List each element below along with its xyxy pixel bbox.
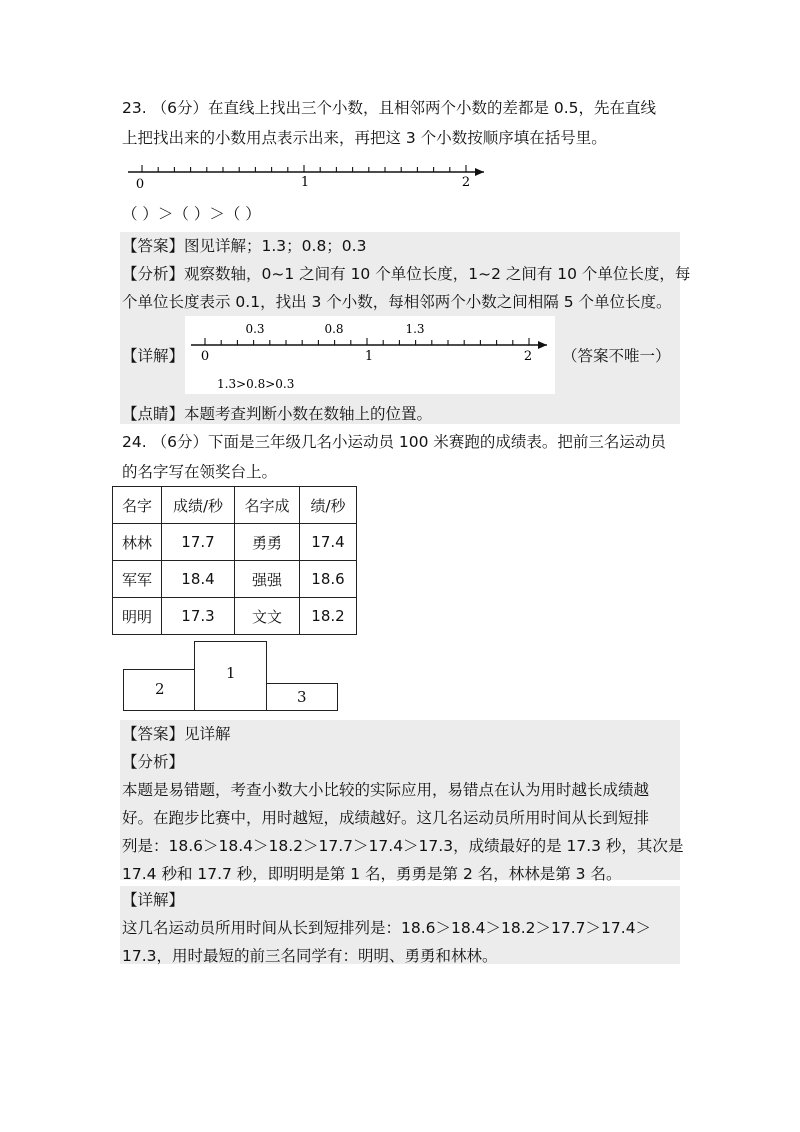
q23-point: 【点睛】本题考查判断小数在数轴上的位置。 [122,405,433,423]
table-cell: 18.4 [162,561,235,598]
q24-analysis-head: 【分析】 [122,753,185,771]
q23-answer: 【答案】图见详解；1.3；0.8；0.3 [122,237,367,255]
q24-analysis-4: 17.4 秒和 17.7 秒，即明明是第 1 名，勇勇是第 2 名，林林是第 3 名。 [122,865,622,883]
q24-detail-1: 这几名运动员所用时间从长到短排列是：18.6＞18.4＞18.2＞17.7＞17.4＞ [122,919,652,937]
table-cell: 文文 [235,598,300,635]
table-cell: 成绩/秒 [162,487,235,524]
table-row [113,561,357,598]
detail-top-1.3: 1.3 [405,322,425,336]
table-cell: 明明 [113,598,162,635]
podium-label-3: 3 [297,688,307,706]
table-cell: 林林 [113,524,162,561]
podium-first [194,641,267,711]
q23-blanks: （ ）＞（ ）＞（ ） [122,205,261,223]
table-cell: 名字成 [235,487,300,524]
nl-label-0: 0 [135,177,145,192]
podium-second [123,669,196,711]
detail-axis-1: 1 [364,349,374,364]
table-cell: 18.2 [300,598,357,635]
detail-axis-2: 2 [523,349,533,364]
q24-analysis-2: 好。在跑步比赛中，用时越短，成绩越好。这几名运动员所用时间从长到短排 [122,809,650,827]
table-cell: 强强 [235,561,300,598]
q23-number-line [120,158,500,194]
table-cell: 17.4 [300,524,357,561]
podium-label-1: 1 [226,664,236,682]
detail-axis-0: 0 [200,349,210,364]
table-cell: 17.3 [162,598,235,635]
table-cell: 军军 [113,561,162,598]
q23-line1: 23. （6分）在直线上找出三个小数，且相邻两个小数的差都是 0.5，先在直线 [122,99,657,117]
q24-detail-2: 17.3，用时最短的前三名同学有：明明、勇勇和林林。 [122,947,498,965]
q24-analysis-1: 本题是易错题，考查小数大小比较的实际应用，易错点在认为用时越长成绩越 [122,781,650,799]
nl-label-2: 2 [461,175,471,190]
q23-detail-note: （答案不唯一） [562,347,671,365]
q24-solution-bg [120,720,680,880]
detail-top-0.3: 0.3 [245,322,265,336]
q24-line2: 的名字写在领奖台上。 [122,463,278,481]
table-cell: 17.7 [162,524,235,561]
table-cell: 18.6 [300,561,357,598]
q24-line1: 24. （6分）下面是三年级几名小运动员 100 米赛跑的成绩表。把前三名运动员 [122,433,666,451]
nl-label-1: 1 [300,175,310,190]
q24-answer: 【答案】见详解 [122,725,231,743]
table-cell: 名字 [113,487,162,524]
table-row [113,598,357,635]
table-cell: 勇勇 [235,524,300,561]
q23-line2: 上把找出来的小数用点表示出来，再把这 3 个小数按顺序填在括号里。 [122,129,607,147]
arrow-head [475,168,484,176]
detail-top-0.8: 0.8 [324,322,344,336]
table-row [113,487,357,524]
podium-third [265,683,338,711]
table-cell: 绩/秒 [300,487,357,524]
arrow-head [538,341,547,349]
podium-label-2: 2 [155,680,165,698]
q23-detail-figure [185,316,555,394]
table-row [113,524,357,561]
detail-order: 1.3>0.8>0.3 [217,377,295,391]
q23-analysis-2: 个单位长度表示 0.1，找出 3 个小数，每相邻两个小数之间相隔 5 个单位长度。 [122,293,672,311]
q23-detail-label: 【详解】 [122,347,185,365]
q24-analysis-3: 列是：18.6＞18.4＞18.2＞17.7＞17.4＞17.3，成绩最好的是 17.3 秒，其次是 [122,837,684,855]
q23-analysis-1: 【分析】观察数轴，0~1 之间有 10 个单位长度，1~2 之间有 10 个单位长度，每 [122,265,691,283]
q24-detail-head: 【详解】 [122,891,185,909]
score-table [112,486,357,635]
